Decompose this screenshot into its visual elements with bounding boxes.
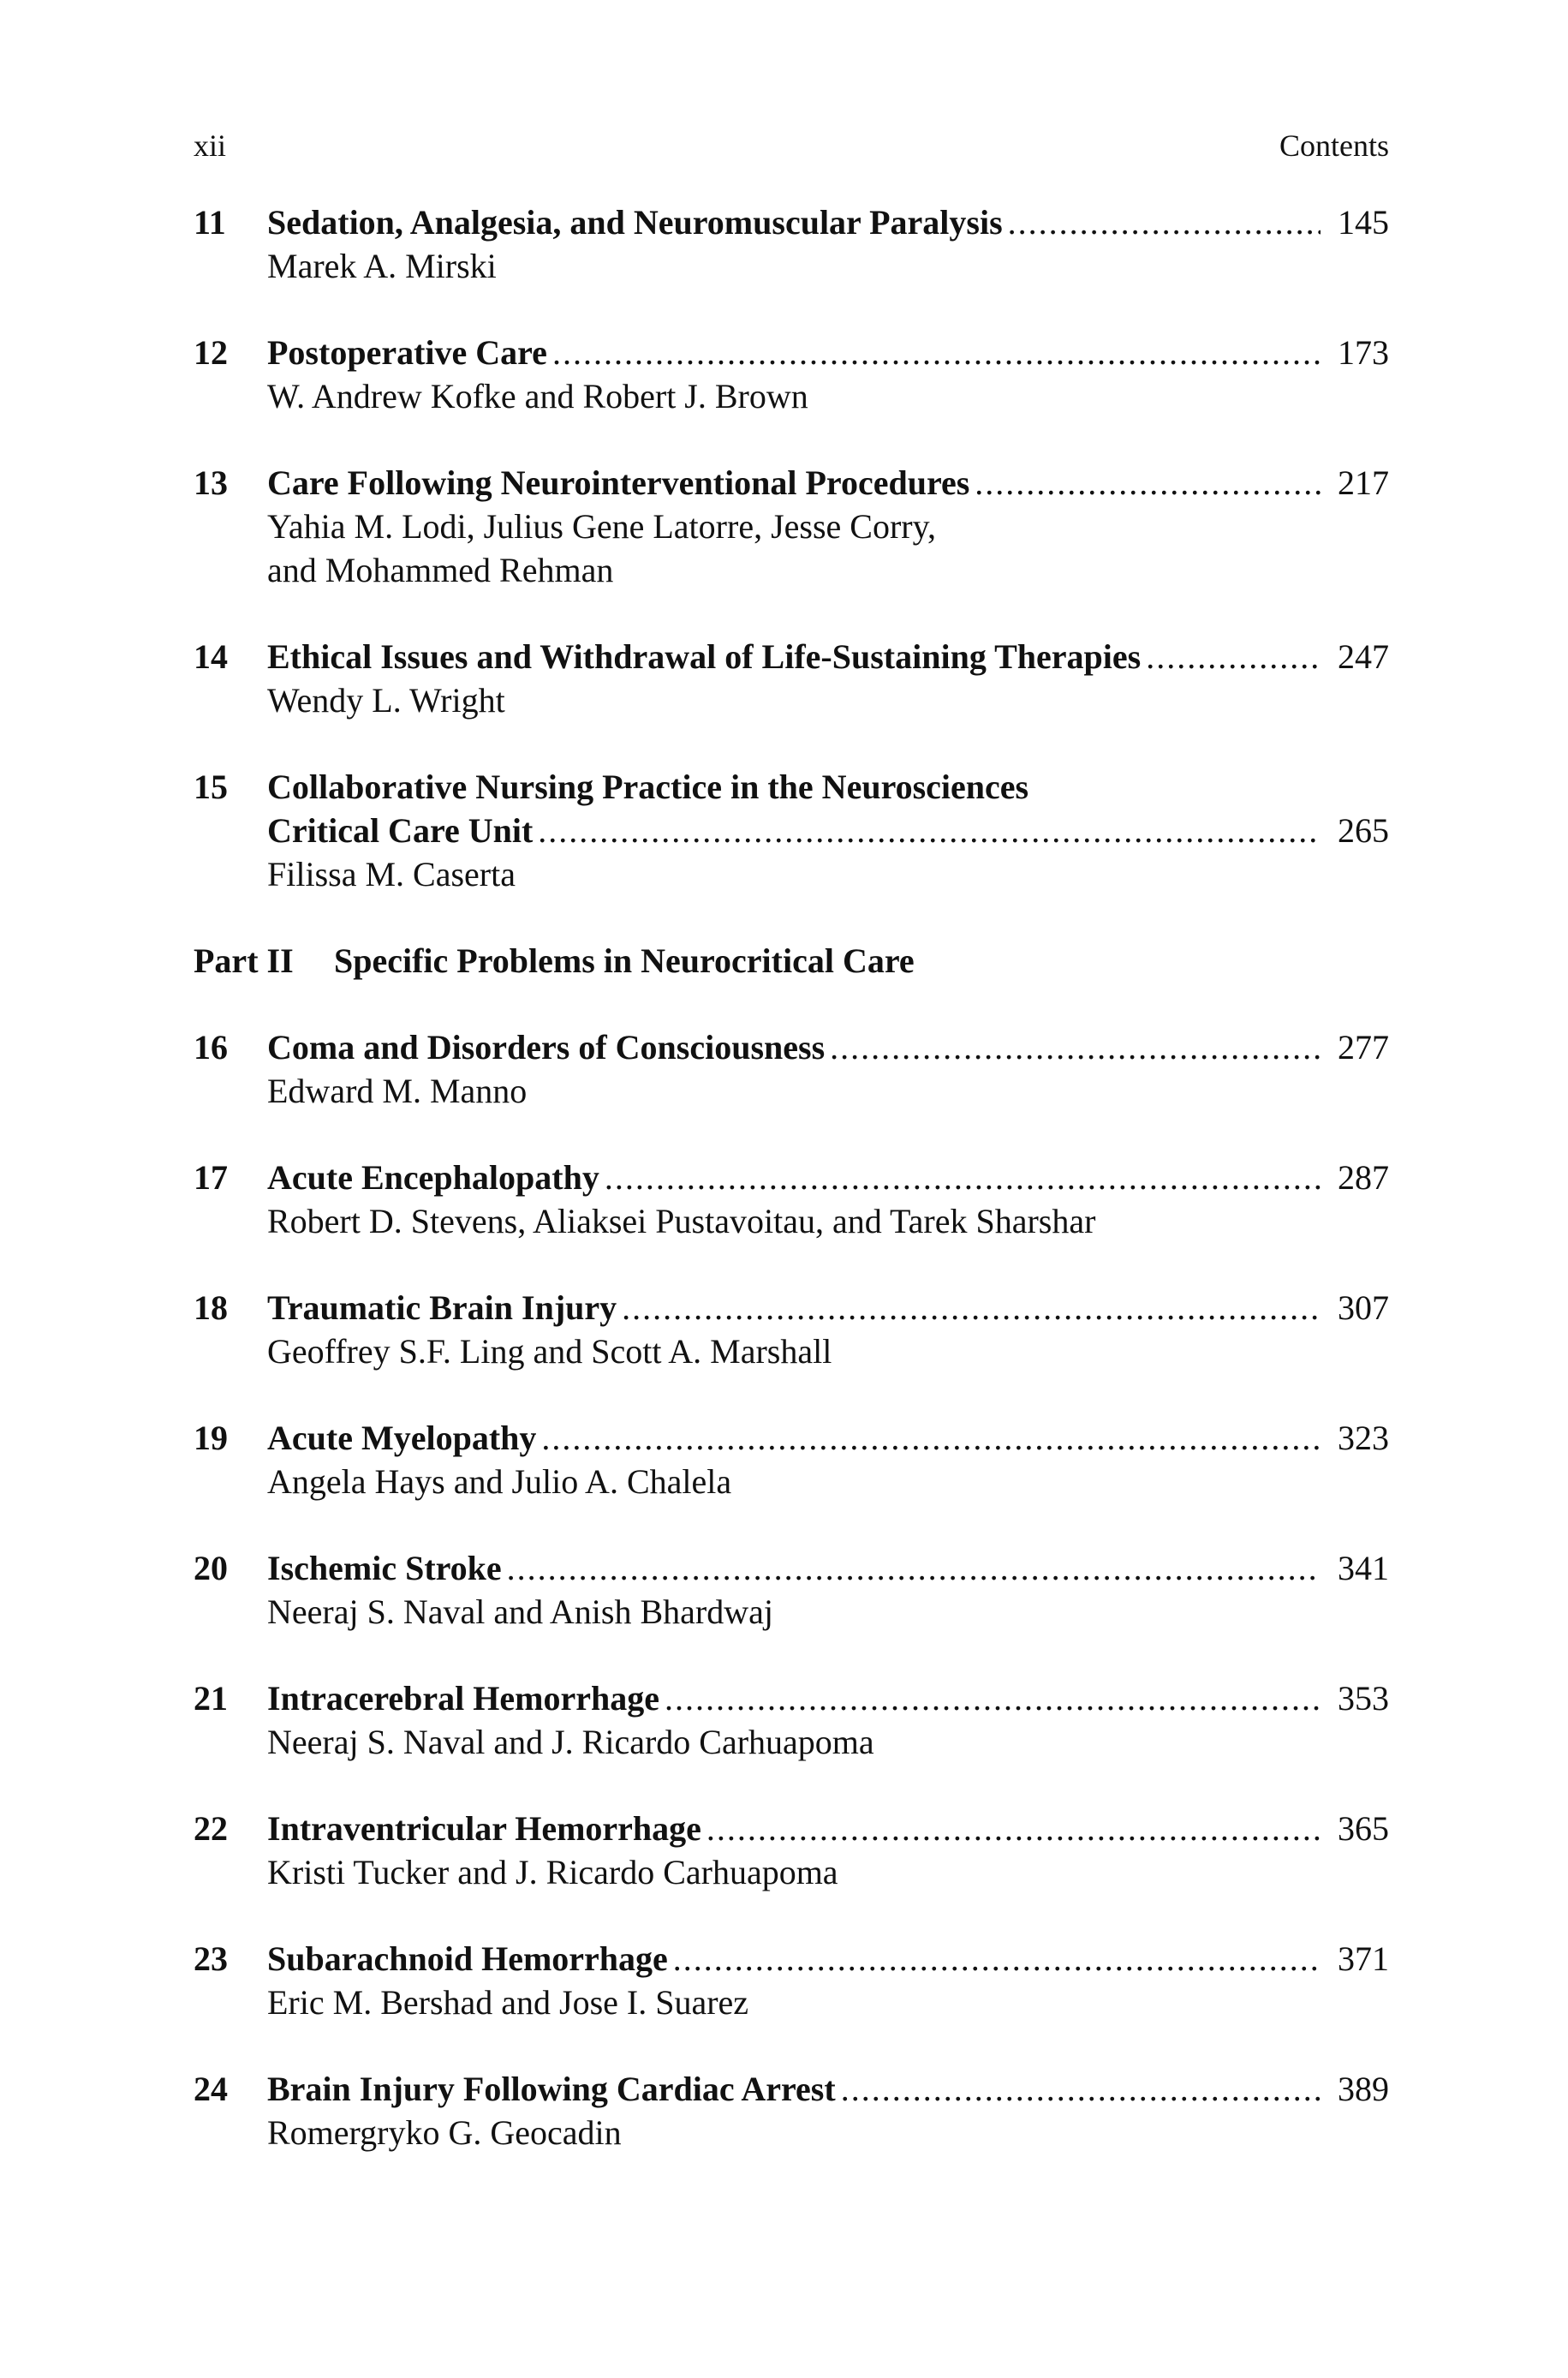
chapter-number: 18 [194, 1288, 228, 1327]
table-of-contents [194, 200, 1389, 2197]
chapter-title: Intracerebral Hemorrhage [267, 1679, 659, 1718]
author-line: Edward M. Manno [267, 1072, 528, 1110]
chapter-number: 13 [194, 463, 228, 502]
title-row [194, 1025, 1389, 1069]
chapter-number: 24 [194, 2070, 228, 2108]
toc-title-line [194, 1416, 1389, 1460]
chapter-authors [267, 1850, 1389, 1894]
author-line: and Mohammed Rehman [267, 551, 614, 589]
part-title: Specific Problems in Neurocritical Care [334, 941, 915, 980]
toc-title-line [194, 331, 1389, 374]
chapter-authors [267, 1199, 1389, 1243]
dot-leader [507, 1546, 1321, 1590]
chapter-title: Acute Myelopathy [267, 1419, 537, 1457]
chapter-authors [267, 505, 1389, 592]
chapter-number: 19 [194, 1419, 228, 1457]
toc-title-line [194, 1156, 1389, 1199]
toc-entry-22[interactable] [194, 1807, 1389, 1894]
chapter-title: Acute Encephalopathy [267, 1158, 599, 1197]
toc-title-line [194, 1676, 1389, 1720]
page-number: xii [194, 128, 227, 163]
toc-entry-20[interactable] [194, 1546, 1389, 1634]
toc-title-line [194, 765, 1389, 809]
page-reference: 365 [1338, 1809, 1389, 1848]
title-row [194, 1546, 1389, 1590]
chapter-title: Ethical Issues and Withdrawal of Life-Sustaining Therapies [267, 637, 1142, 676]
page-reference: 389 [1338, 2070, 1389, 2108]
chapter-number: 16 [194, 1028, 228, 1067]
chapter-authors [267, 2111, 1389, 2154]
author-line: W. Andrew Kofke and Robert J. Brown [267, 377, 808, 415]
toc-entry-21[interactable] [194, 1676, 1389, 1764]
toc-group-after-part [194, 1025, 1389, 2154]
toc-entry-13[interactable] [194, 461, 1389, 592]
toc-title-line [194, 635, 1389, 678]
dot-leader [706, 1807, 1321, 1850]
chapter-title: Ischemic Stroke [267, 1549, 502, 1587]
chapter-title-line-1: Collaborative Nursing Practice in the Neurosciences [267, 768, 1029, 806]
author-line: Yahia M. Lodi, Julius Gene Latorre, Jesse Corry, [267, 507, 936, 546]
title-row [194, 461, 1389, 505]
page-reference: 217 [1338, 463, 1389, 502]
chapter-title: Traumatic Brain Injury [267, 1288, 617, 1327]
part-heading [194, 939, 1389, 983]
chapter-number: 23 [194, 1939, 228, 1978]
toc-title-line [194, 1286, 1389, 1329]
author-line: Romergryko G. Geocadin [267, 2113, 622, 2152]
dot-leader [665, 1676, 1321, 1720]
chapter-authors [267, 852, 1389, 896]
chapter-title: Coma and Disorders of Consciousness [267, 1028, 826, 1067]
author-line: Marek A. Mirski [267, 247, 497, 285]
chapter-number: 21 [194, 1679, 228, 1718]
title-row [194, 809, 1389, 852]
toc-entry-14[interactable] [194, 635, 1389, 722]
chapter-title-line-2: Critical Care Unit [267, 811, 534, 850]
page-reference: 277 [1338, 1028, 1389, 1067]
page-header [194, 127, 1389, 164]
title-row [194, 200, 1389, 244]
author-line: Geoffrey S.F. Ling and Scott A. Marshall [267, 1332, 832, 1371]
toc-entry-17[interactable] [194, 1156, 1389, 1243]
toc-group-before-part [194, 200, 1389, 722]
chapter-title: Brain Injury Following Cardiac Arrest [267, 2070, 836, 2108]
author-line: Kristi Tucker and J. Ricardo Carhuapoma [267, 1853, 838, 1891]
toc-title-line [194, 1807, 1389, 1850]
author-line: Angela Hays and Julio A. Chalela [267, 1462, 732, 1501]
toc-title-line [194, 461, 1389, 505]
dot-leader [605, 1156, 1321, 1199]
chapter-number: 17 [194, 1158, 228, 1197]
chapter-number: 22 [194, 1809, 228, 1848]
dot-leader [552, 331, 1321, 374]
chapter-title: Sedation, Analgesia, and Neuromuscular Paralysis [267, 203, 1003, 242]
chapter-number: 12 [194, 333, 228, 372]
toc-title-line [194, 1937, 1389, 1981]
chapter-number: 15 [194, 768, 228, 806]
dot-leader [538, 809, 1321, 852]
page-reference: 145 [1338, 203, 1389, 242]
title-row [194, 635, 1389, 678]
author-line: Neeraj S. Naval and J. Ricardo Carhuapoma [267, 1723, 874, 1761]
title-row [194, 1807, 1389, 1850]
page-reference: 371 [1338, 1939, 1389, 1978]
page-reference: 265 [1338, 811, 1389, 850]
toc-entry-23[interactable] [194, 1937, 1389, 2024]
toc-entry-12[interactable] [194, 331, 1389, 418]
title-row [194, 1676, 1389, 1720]
author-line: Eric M. Bershad and Jose I. Suarez [267, 1983, 749, 2022]
dot-leader [541, 1416, 1321, 1460]
dot-leader [1008, 200, 1321, 244]
chapter-authors [267, 1720, 1389, 1764]
dot-leader [830, 1025, 1321, 1069]
title-row [194, 1937, 1389, 1981]
title-row [194, 2067, 1389, 2111]
chapter-authors [267, 1460, 1389, 1503]
page-reference: 247 [1338, 637, 1389, 676]
toc-entry-18[interactable] [194, 1286, 1389, 1373]
toc-title-line [194, 2067, 1389, 2111]
chapter-title: Care Following Neurointerventional Procedures [267, 463, 970, 502]
chapter-title: Postoperative Care [267, 333, 547, 372]
author-line: Robert D. Stevens, Aliaksei Pustavoitau, and Tarek Sharshar [267, 1202, 1096, 1240]
chapter-number: 11 [194, 203, 226, 242]
toc-entry-16[interactable] [194, 1025, 1389, 1113]
title-row [194, 1416, 1389, 1460]
dot-leader [841, 2067, 1321, 2111]
chapter-authors [267, 1981, 1389, 2024]
dot-leader [673, 1937, 1321, 1981]
chapter-authors [267, 1069, 1389, 1113]
chapter-authors [267, 678, 1389, 722]
page-reference: 353 [1338, 1679, 1389, 1718]
chapter-title: Subarachnoid Hemorrhage [267, 1939, 668, 1978]
page-reference: 341 [1338, 1549, 1389, 1587]
toc-entry-11[interactable] [194, 200, 1389, 288]
chapter-title: Intraventricular Hemorrhage [267, 1809, 701, 1848]
toc-title-line [194, 809, 1389, 852]
author-line: Filissa M. Caserta [267, 855, 516, 893]
chapter-authors [267, 244, 1389, 288]
dot-leader [622, 1286, 1321, 1329]
chapter-authors [267, 374, 1389, 418]
title-row [194, 331, 1389, 374]
toc-entry-19[interactable] [194, 1416, 1389, 1503]
toc-title-line [194, 1025, 1389, 1069]
page-reference: 307 [1338, 1288, 1389, 1327]
title-row [194, 1286, 1389, 1329]
page-reference: 323 [1338, 1419, 1389, 1457]
running-head: Contents [1279, 128, 1389, 163]
chapter-number: 20 [194, 1549, 228, 1587]
author-line: Neeraj S. Naval and Anish Bhardwaj [267, 1592, 773, 1631]
part-label: Part II [194, 941, 294, 980]
title-row [194, 1156, 1389, 1199]
chapter-number: 14 [194, 637, 228, 676]
toc-entry-24[interactable] [194, 2067, 1389, 2154]
chapter-authors [267, 1590, 1389, 1634]
dot-leader [1146, 635, 1321, 678]
toc-entry-15[interactable] [194, 765, 1389, 896]
author-line: Wendy L. Wright [267, 681, 505, 720]
toc-title-line [194, 200, 1389, 244]
chapter-authors [267, 1329, 1389, 1373]
page-reference: 173 [1338, 333, 1389, 372]
page-reference: 287 [1338, 1158, 1389, 1197]
toc-title-line [194, 1546, 1389, 1590]
dot-leader [975, 461, 1321, 505]
